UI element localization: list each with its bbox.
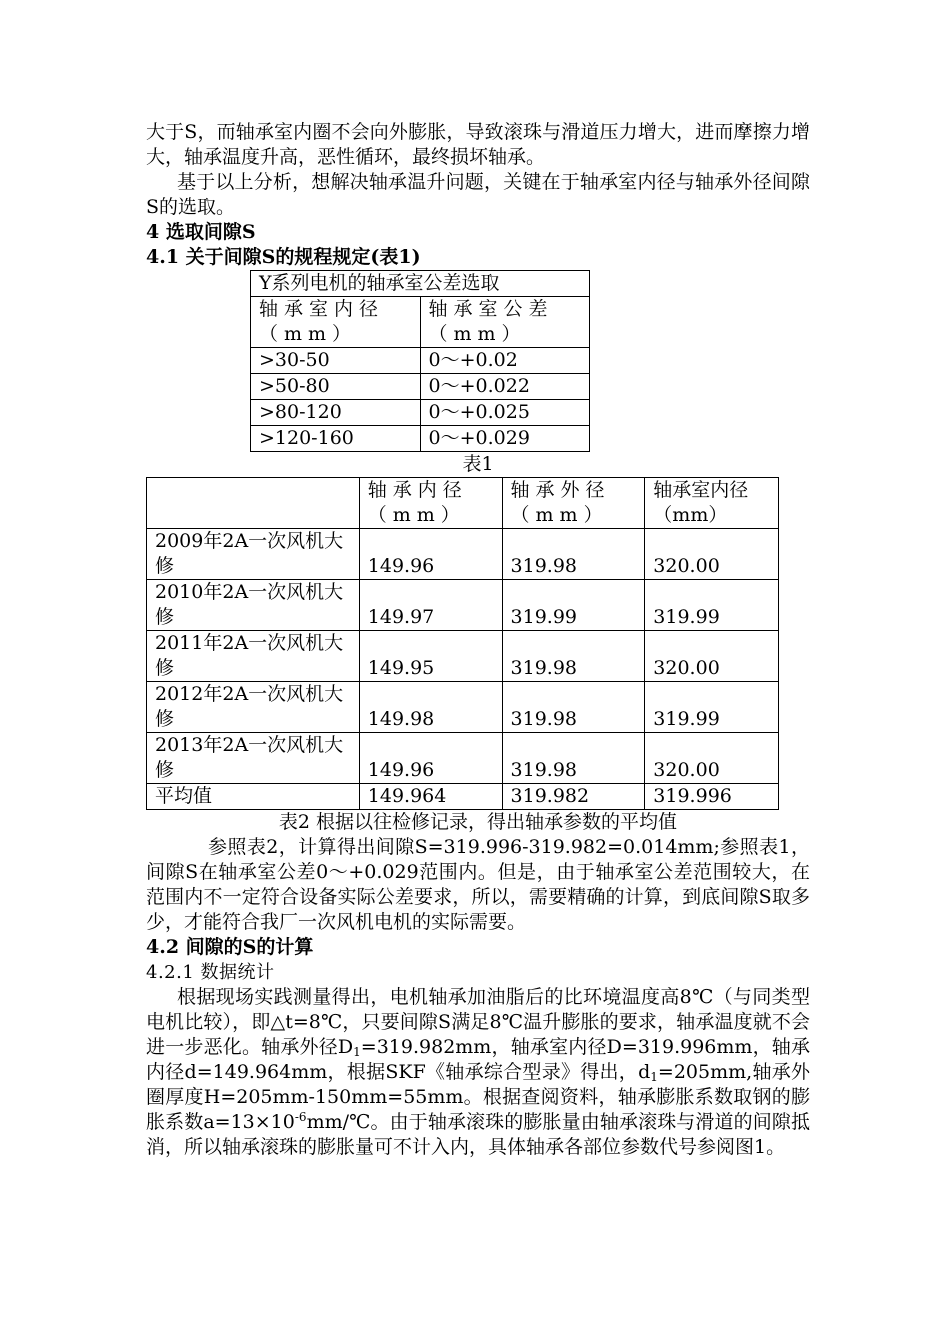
section-heading-4-2: 4.2 间隙的S的计算 [146,936,314,958]
text-segment: =205mm,轴承外圈厚度H=205mm-150mm=55mm。根据查阅资料，轴承膨胀系数取钢的膨胀系数a=13×10 [146,1061,810,1133]
tolerance-table-cell: 0～+0.022 [420,374,590,400]
subscript: 1 [650,1070,658,1084]
record-label: 2013年2A一次风机大修 [147,733,360,784]
paragraph-bearing-failure: 大于S，而轴承室内圈不会向外膨胀，导致滚珠与滑道压力增大，进而摩擦力增大，轴承温度升高，恶性循环，最终损坏轴承。 [146,121,810,168]
subscript: 1 [353,1045,361,1059]
average-value: 149.964 [359,784,502,810]
record-value: 320.00 [645,631,779,682]
table1-caption: 表1 [462,453,494,475]
record-table-header: 轴承内径（mm） [359,478,502,529]
record-value: 149.97 [359,580,502,631]
record-value: 149.95 [359,631,502,682]
record-label: 2009年2A一次风机大修 [147,529,360,580]
section-heading-4: 4 选取间隙S [146,221,256,243]
table-row [147,733,779,784]
record-value: 319.99 [645,682,779,733]
record-value: 320.00 [645,529,779,580]
table-row [147,682,779,733]
table-row [147,529,779,580]
record-label: 2011年2A一次风机大修 [147,631,360,682]
tolerance-table-cell: >50-80 [251,374,421,400]
document-page [146,120,810,1160]
record-value: 149.96 [359,529,502,580]
record-value: 149.96 [359,733,502,784]
maintenance-record-table [146,477,779,810]
record-value: 149.98 [359,682,502,733]
table-row [147,580,779,631]
average-value: 319.982 [502,784,645,810]
tolerance-table-cell: >120-160 [251,426,421,452]
text-segment: mm/℃。由于轴承滚珠的膨胀量由轴承滚珠与滑道的间隙抵消，所以轴承滚珠的膨胀量可不计入内，具体轴承各部位参数代号参阅图1。 [146,1111,810,1158]
tolerance-table-cell: >30-50 [251,348,421,374]
tolerance-table-cell: >80-120 [251,400,421,426]
paragraph-gap-calculation: 参照表2，计算得出间隙S=319.996-319.982=0.014mm;参照表1，间隙S在轴承室公差0～+0.029范围内。但是，由于轴承室公差范围较大，在范围内不一定符合设备实际公差要求，所以，需要精确的计算，到底间隙S取多少，才能符合我厂一次风机电机的实际需要。 [146,836,810,933]
tolerance-table-cell: 0～+0.02 [420,348,590,374]
tolerance-table-cell: 0～+0.025 [420,400,590,426]
average-label: 平均值 [147,784,360,810]
record-value: 319.99 [502,580,645,631]
average-row [147,784,779,810]
superscript: -6 [294,1110,307,1124]
table2-caption: 表2 根据以往检修记录，得出轴承参数的平均值 [278,811,678,833]
paragraph-analysis: 基于以上分析，想解决轴承温升问题，关键在于轴承室内径与轴承外径间隙S的选取。 [146,171,810,218]
record-label: 2012年2A一次风机大修 [147,682,360,733]
record-table-header: 轴承室内径（mm） [645,478,779,529]
paragraph-data-statistics [146,985,810,1160]
record-table-header [147,478,360,529]
record-value: 319.98 [502,682,645,733]
tolerance-table-title: Y系列电机的轴承室公差选取 [251,271,590,297]
section-heading-4-1: 4.1 关于间隙S的规程规定(表1) [146,246,421,268]
section-heading-4-2-1: 4.2.1 数据统计 [146,962,275,983]
table-row [147,631,779,682]
tolerance-table-cell: 0～+0.029 [420,426,590,452]
record-value: 319.99 [645,580,779,631]
tolerance-table-header: 轴承室公差（mm） [420,297,590,348]
tolerance-table-header: 轴承室内径（mm） [251,297,421,348]
tolerance-table [250,270,590,452]
record-label: 2010年2A一次风机大修 [147,580,360,631]
record-table-header: 轴承外径（mm） [502,478,645,529]
record-value: 319.98 [502,529,645,580]
text-segment: 根据现场实践测量得出，电机轴承加油脂后的比环境温度高8℃（与同类型电机比较），即△t=8℃，只要间隙S满足8℃温升膨胀的要求，轴承温度就不会进一步恶化。轴承外径D [146,986,810,1058]
record-value: 320.00 [645,733,779,784]
record-value: 319.98 [502,733,645,784]
text-segment: =319.982mm，轴承室内径D=319.996mm，轴承内径d=149.964mm，根据SKF《轴承综合型录》得出，d [146,1036,810,1083]
record-value: 319.98 [502,631,645,682]
average-value: 319.996 [645,784,779,810]
